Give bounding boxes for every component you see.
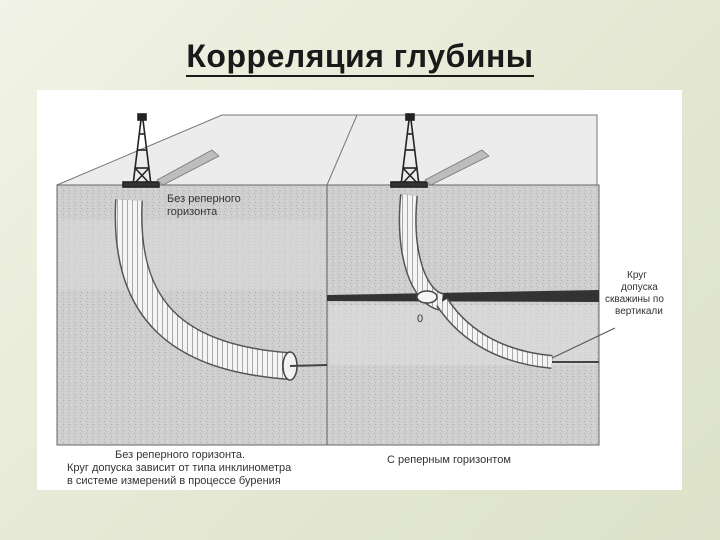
marker-zero: 0	[417, 313, 424, 325]
side-label-line-3: скважины по	[605, 294, 664, 305]
depth-correlation-diagram	[37, 90, 682, 490]
bottom-left-caption-line-3: в системе измерений в процессе бурения	[67, 475, 281, 487]
bottom-left-caption-line-2: Круг допуска зависит от типа инклинометра	[67, 462, 292, 474]
bottom-right-caption: С реперным горизонтом	[387, 454, 511, 466]
slide-title-text: Корреляция глубины	[186, 38, 533, 77]
bottom-left-caption-line-1: Без реперного горизонта.	[115, 449, 246, 461]
horizon-crossing	[417, 291, 437, 303]
side-label-line-4: вертикали	[615, 306, 663, 317]
side-label-line-1: Круг	[627, 270, 647, 281]
side-label-line-2: допуска	[621, 282, 658, 293]
side-label	[605, 270, 667, 317]
depth-correlation-figure	[37, 90, 682, 490]
bottom-left-caption	[67, 449, 294, 487]
left-panel-label: Без реперного горизонта	[167, 193, 241, 218]
slide-title	[0, 38, 720, 75]
